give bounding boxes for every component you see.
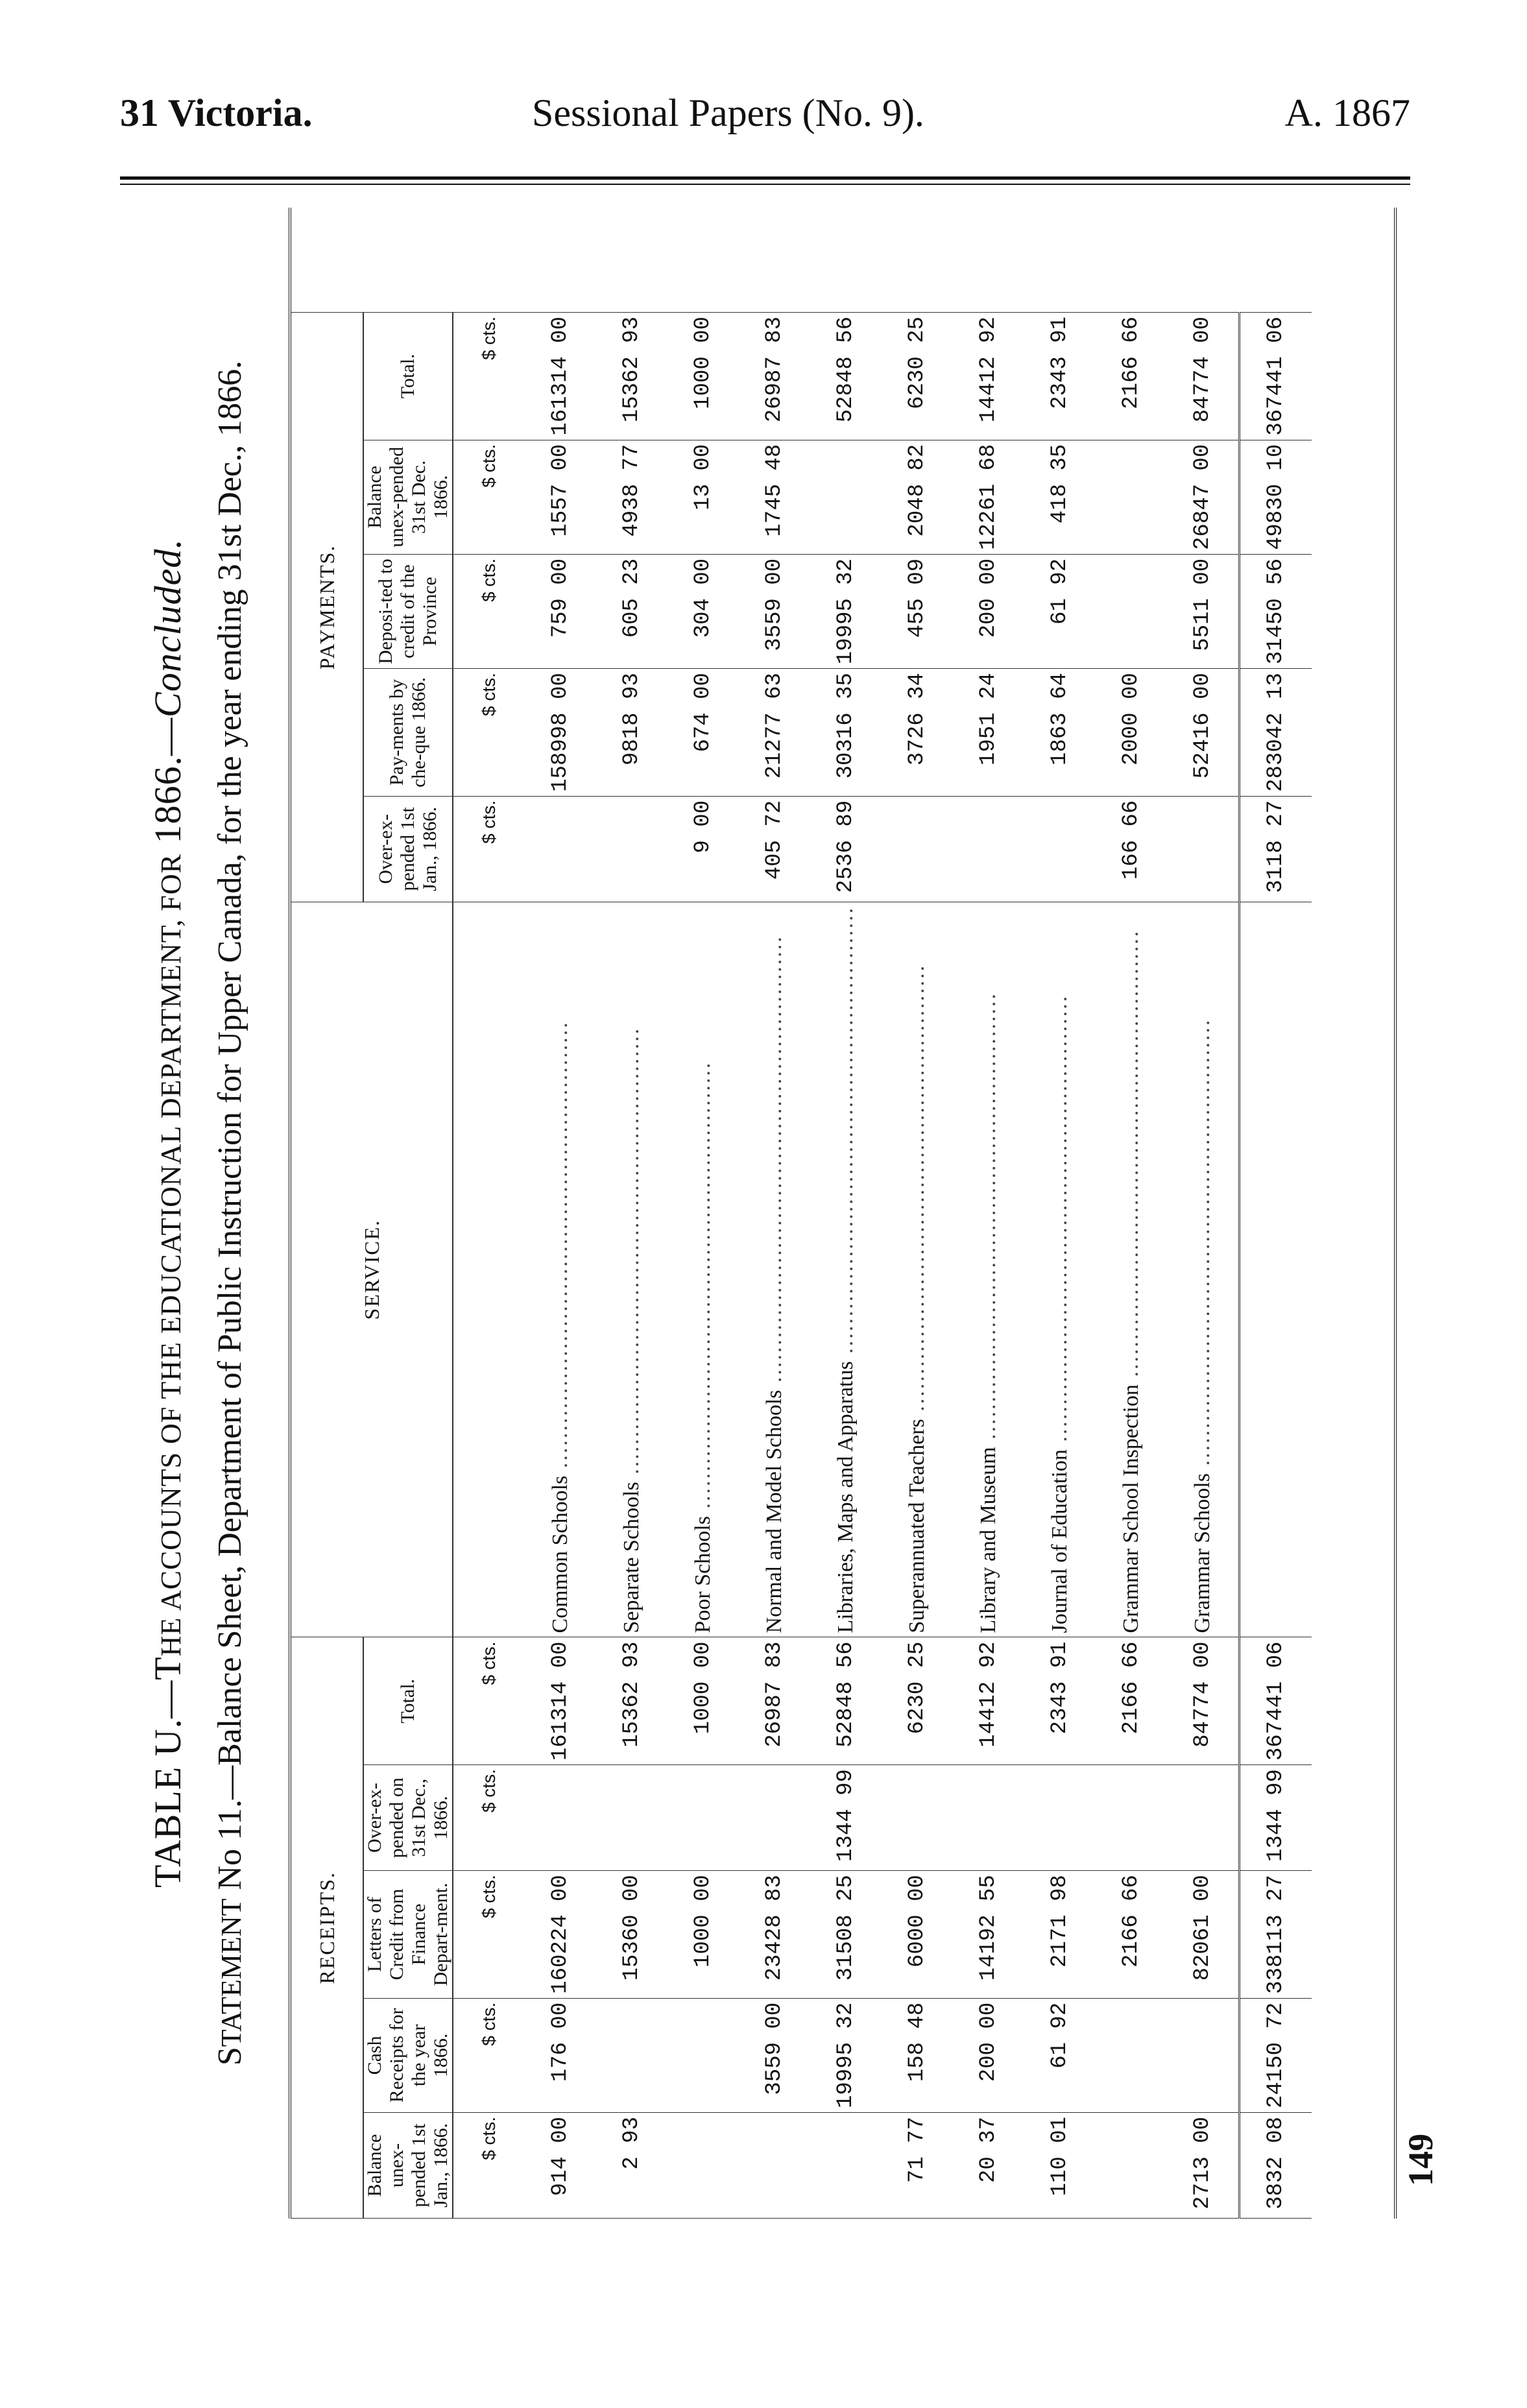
title-year: 1866.—	[147, 717, 189, 854]
units-cell	[453, 902, 525, 1637]
amount-cell	[596, 1998, 667, 2112]
units-cell: $ cts.	[453, 1637, 525, 1765]
units-cell: $ cts.	[453, 313, 525, 440]
amount-cell: 71 77	[882, 2113, 953, 2219]
amount-cell: 6000 00	[882, 1871, 953, 1999]
amount-cell: 161314 00	[525, 313, 596, 440]
subtitle-text: No 11.—Balance Sheet, Department of Public Instruction for Upper Canada, for the year ending 31st Dec., 1866.	[211, 360, 248, 1899]
subtitle-prefix: S	[211, 2047, 248, 2066]
total-cell: 338113 27	[1240, 1871, 1312, 1999]
amount-cell: 14192 55	[953, 1871, 1024, 1999]
service-cell	[739, 902, 810, 1637]
table-row	[882, 313, 953, 2219]
dot-leader: ............................................................	[976, 991, 1000, 1447]
col-payments-cheque: Pay-ments by che-que 1866.	[363, 669, 453, 797]
service-cell	[882, 902, 953, 1637]
units-cell: $ cts.	[453, 1765, 525, 1871]
amount-cell: 2166 66	[1096, 313, 1167, 440]
units-cell: $ cts.	[453, 2113, 525, 2219]
amount-cell: 61 92	[1024, 1998, 1096, 2112]
service-name: Common Schools	[548, 1475, 572, 1633]
amount-cell	[882, 1765, 953, 1871]
amount-cell: 84774 00	[1167, 313, 1240, 440]
amount-cell: 1863 64	[1024, 669, 1096, 797]
amount-cell	[1024, 1765, 1096, 1871]
amount-cell: 26847 00	[1167, 440, 1240, 554]
amount-cell: 52416 00	[1167, 669, 1240, 797]
service-name: Grammar Schools	[1190, 1473, 1214, 1633]
amount-cell: 1745 48	[739, 440, 810, 554]
amount-cell: 3559 00	[739, 554, 810, 668]
amount-cell: 2166 66	[1096, 1871, 1167, 1999]
amount-cell: 1951 24	[953, 669, 1024, 797]
total-cell: 49830 10	[1240, 440, 1312, 554]
amount-cell: 9818 93	[596, 669, 667, 797]
service-cell	[1096, 902, 1167, 1637]
col-receipts-cash: Cash Receipts for the year 1866.	[363, 1998, 453, 2112]
service-group: SERVICE.	[291, 902, 453, 1637]
dot-leader: ............................................................	[1119, 929, 1143, 1385]
dot-leader: ............................................................	[905, 963, 929, 1419]
amount-cell: 674 00	[667, 669, 739, 797]
service-cell	[1024, 902, 1096, 1637]
amount-cell	[739, 2113, 810, 2219]
service-name: Poor Schools	[691, 1516, 715, 1633]
table-row	[1024, 313, 1096, 2219]
amount-cell: 30316 35	[810, 669, 882, 797]
table-row	[1096, 313, 1167, 2219]
amount-cell	[953, 1765, 1024, 1871]
amount-cell: 2536 89	[810, 796, 882, 902]
service-cell	[1167, 902, 1240, 1637]
col-payments-total: Total.	[363, 313, 453, 440]
amount-cell: 19995 32	[810, 1998, 882, 2112]
units-cell: $ cts.	[453, 669, 525, 797]
amount-cell	[667, 1998, 739, 2112]
amount-cell	[525, 796, 596, 902]
service-name: Libraries, Maps and Apparatus	[834, 1361, 858, 1633]
amount-cell: 405 72	[739, 796, 810, 902]
subtitle-smallcaps: TATEMENT	[215, 1898, 247, 2047]
service-cell	[525, 902, 596, 1637]
amount-cell: 1344 99	[810, 1765, 882, 1871]
amount-cell	[882, 796, 953, 902]
amount-cell: 418 35	[1024, 440, 1096, 554]
title-prefix: TABLE U.—T	[147, 1656, 189, 1888]
amount-cell: 31508 25	[810, 1871, 882, 1999]
amount-cell	[1096, 1998, 1167, 2112]
units-cell: $ cts.	[453, 554, 525, 668]
amount-cell	[596, 1765, 667, 1871]
total-cell: 24150 72	[1240, 1998, 1312, 2112]
amount-cell	[739, 1765, 810, 1871]
amount-cell: 2166 66	[1096, 1637, 1167, 1765]
amount-cell: 6230 25	[882, 1637, 953, 1765]
amount-cell: 26987 83	[739, 1637, 810, 1765]
amount-cell	[953, 796, 1024, 902]
amount-cell: 158 48	[882, 1998, 953, 2112]
col-receipts-total: Total.	[363, 1637, 453, 1765]
header-papers: Sessional Papers (No. 9).	[532, 91, 924, 134]
units-cell: $ cts.	[453, 1998, 525, 2112]
amount-cell: 4938 77	[596, 440, 667, 554]
amount-cell: 2171 98	[1024, 1871, 1096, 1999]
amount-cell: 759 00	[525, 554, 596, 668]
payments-group: PAYMENTS.	[291, 313, 363, 902]
statement-subtitle	[211, 208, 249, 2219]
amount-cell: 2713 00	[1167, 2113, 1240, 2219]
col-receipts-balance: Balance unex-pended 1st Jan., 1866.	[363, 2113, 453, 2219]
amount-cell: 200 00	[953, 554, 1024, 668]
table-row	[1167, 313, 1240, 2219]
amount-cell: 12261 68	[953, 440, 1024, 554]
rotated-table-page	[126, 208, 1440, 2219]
amount-cell: 14412 92	[953, 313, 1024, 440]
service-name: Library and Museum	[976, 1447, 1000, 1633]
service-name: Grammar School Inspection	[1119, 1384, 1143, 1633]
amount-cell: 82061 00	[1167, 1871, 1240, 1999]
amount-cell: 52848 56	[810, 1637, 882, 1765]
amount-cell	[1024, 796, 1096, 902]
amount-cell: 161314 00	[525, 1637, 596, 1765]
service-name: Journal of Education	[1048, 1449, 1072, 1633]
title-concluded: Concluded.	[147, 538, 189, 717]
amount-cell: 2 93	[596, 2113, 667, 2219]
dot-leader: ............................................................	[1190, 1018, 1214, 1474]
amount-cell	[1096, 2113, 1167, 2219]
amount-cell	[1167, 1998, 1240, 2112]
units-row	[453, 313, 525, 2219]
table-row	[525, 313, 596, 2219]
amount-cell	[810, 440, 882, 554]
table-row	[596, 313, 667, 2219]
service-cell	[667, 902, 739, 1637]
amount-cell	[810, 2113, 882, 2219]
amount-cell: 455 09	[882, 554, 953, 668]
amount-cell: 20 37	[953, 2113, 1024, 2219]
col-payments-deposited: Deposi-ted to credit of the Province	[363, 554, 453, 668]
units-cell: $ cts.	[453, 440, 525, 554]
amount-cell	[525, 1765, 596, 1871]
col-payments-balance: Balance unex-pended 31st Dec. 1866.	[363, 440, 453, 554]
running-header	[0, 0, 1527, 195]
service-cell	[953, 902, 1024, 1637]
amount-cell: 304 00	[667, 554, 739, 668]
amount-cell: 84774 00	[1167, 1637, 1240, 1765]
units-cell: $ cts.	[453, 796, 525, 902]
amount-cell: 23428 83	[739, 1871, 810, 1999]
amount-cell: 61 92	[1024, 554, 1096, 668]
balance-sheet-frame	[289, 208, 1440, 2219]
amount-cell: 3726 34	[882, 669, 953, 797]
col-payments-overexpended: Over-ex-pended 1st Jan., 1866.	[363, 796, 453, 902]
total-cell: 3832 08	[1240, 2113, 1312, 2219]
dot-leader: ............................................................	[548, 1020, 572, 1476]
amount-cell: 605 23	[596, 554, 667, 668]
table-row	[667, 313, 739, 2219]
units-cell: $ cts.	[453, 1871, 525, 1999]
amount-cell: 15362 93	[596, 313, 667, 440]
service-name: Normal and Model Schools	[762, 1390, 786, 1633]
amount-cell: 2343 91	[1024, 313, 1096, 440]
amount-cell	[1167, 1765, 1240, 1871]
amount-cell: 200 00	[953, 1998, 1024, 2112]
page-number: 149	[1401, 2134, 1440, 2186]
amount-cell: 160224 00	[525, 1871, 596, 1999]
amount-cell	[1096, 440, 1167, 554]
amount-cell	[596, 796, 667, 902]
header-session: 31 Victoria.	[120, 91, 313, 134]
header-year: A. 1867	[1284, 91, 1410, 134]
amount-cell	[1096, 1765, 1167, 1871]
dot-leader: ............................................................	[1048, 994, 1072, 1450]
total-cell: 31450 56	[1240, 554, 1312, 668]
totals-label-cell	[1240, 902, 1312, 1637]
amount-cell: 1000 00	[667, 313, 739, 440]
dot-leader: ............................................................	[619, 1026, 643, 1482]
amount-cell: 1000 00	[667, 1637, 739, 1765]
amount-cell: 15360 00	[596, 1871, 667, 1999]
amount-cell: 2343 91	[1024, 1637, 1096, 1765]
amount-cell: 2000 00	[1096, 669, 1167, 797]
dot-leader: ............................................................	[762, 935, 786, 1390]
amount-cell: 9 00	[667, 796, 739, 902]
amount-cell	[1167, 796, 1240, 902]
amount-cell	[1096, 554, 1167, 668]
amount-cell: 5511 00	[1167, 554, 1240, 668]
table-row	[953, 313, 1024, 2219]
balance-sheet-table	[291, 312, 1312, 2219]
amount-cell	[667, 1765, 739, 1871]
amount-cell: 19995 32	[810, 554, 882, 668]
service-cell	[810, 902, 882, 1637]
totals-row	[1240, 313, 1312, 2219]
amount-cell: 13 00	[667, 440, 739, 554]
amount-cell: 1557 00	[525, 440, 596, 554]
amount-cell: 14412 92	[953, 1637, 1024, 1765]
amount-cell: 15362 93	[596, 1637, 667, 1765]
group-header-row	[291, 313, 363, 2219]
amount-cell: 52848 56	[810, 313, 882, 440]
amount-cell: 6230 25	[882, 313, 953, 440]
total-cell: 1344 99	[1240, 1765, 1312, 1871]
receipts-group: RECEIPTS.	[291, 1637, 363, 2219]
amount-cell: 21277 63	[739, 669, 810, 797]
service-cell	[596, 902, 667, 1637]
col-receipts-letters: Letters of Credit from Finance Depart-ment.	[363, 1871, 453, 1999]
header-rule-thin	[120, 184, 1410, 185]
title-smallcaps: HE ACCOUNTS OF THE EDUCATIONAL DEPARTMENT, FOR	[155, 853, 187, 1657]
total-cell: 3118 27	[1240, 796, 1312, 902]
amount-cell: 1000 00	[667, 1871, 739, 1999]
amount-cell: 26987 83	[739, 313, 810, 440]
amount-cell: 2048 82	[882, 440, 953, 554]
dot-leader: ............................................................	[691, 1061, 715, 1517]
amount-cell: 914 00	[525, 2113, 596, 2219]
amount-cell: 166 66	[1096, 796, 1167, 902]
table-title	[146, 208, 189, 2219]
total-cell: 367441 06	[1240, 1637, 1312, 1765]
amount-cell: 158998 00	[525, 669, 596, 797]
total-cell: 283042 13	[1240, 669, 1312, 797]
col-receipts-overexpended: Over-ex-pended on 31st Dec., 1866.	[363, 1765, 453, 1871]
table-row	[739, 313, 810, 2219]
amount-cell: 110 01	[1024, 2113, 1096, 2219]
service-name: Superannuated Teachers	[905, 1419, 929, 1633]
header-rule	[120, 176, 1410, 180]
amount-cell: 176 00	[525, 1998, 596, 2112]
dot-leader: ............................................................	[834, 906, 858, 1362]
amount-cell: 3559 00	[739, 1998, 810, 2112]
amount-cell	[667, 2113, 739, 2219]
total-cell: 367441 06	[1240, 313, 1312, 440]
service-name: Separate Schools	[619, 1482, 643, 1633]
table-row	[810, 313, 882, 2219]
